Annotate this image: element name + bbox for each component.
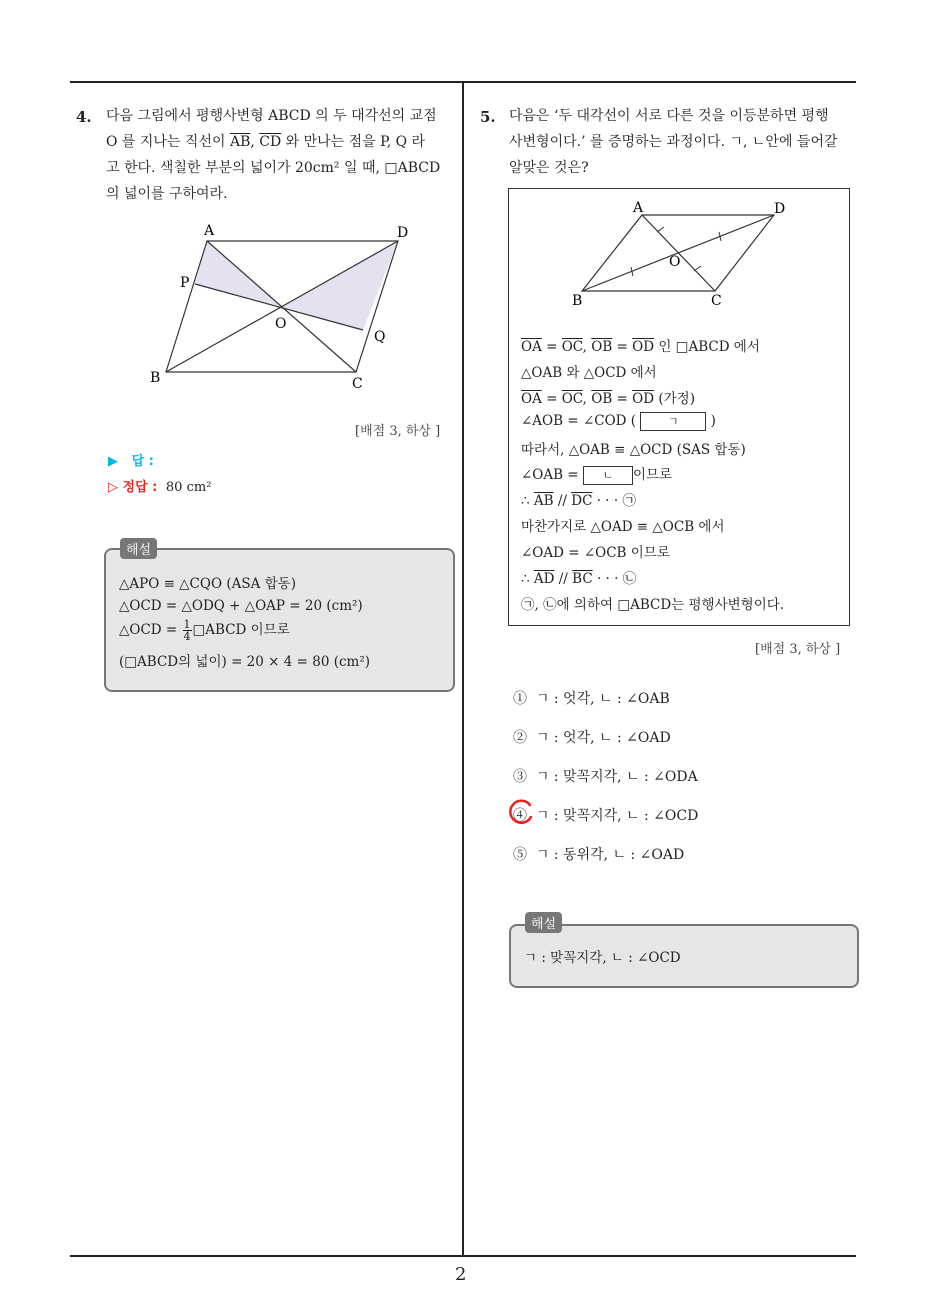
label-q: Q — [374, 329, 386, 345]
q4-exp-line4: (□ABCD의 넓이) = 20 × 4 = 80 (cm²) — [119, 654, 371, 670]
q4-exp-line3-b: □ABCD 이므로 — [192, 622, 290, 638]
column-divider — [462, 82, 464, 1257]
proof-line1 — [521, 335, 760, 355]
choice-1[interactable] — [513, 688, 670, 708]
q4-exp-line2: △OCD = △ODQ + △OAP = 20 (cm²) — [119, 598, 363, 614]
q4-correct-row — [108, 476, 211, 495]
label-d: D — [774, 201, 786, 217]
q4-explanation-box — [104, 548, 455, 692]
play-icon: ▶ — [108, 454, 118, 469]
tick-ao — [657, 227, 664, 232]
proof-line4 — [521, 412, 716, 431]
choice-1-text: ㄱ : 엇각, ㄴ : ∠OAB — [535, 691, 670, 707]
outline-play-icon: ▷ — [108, 480, 118, 495]
segment-oa: $\overline{OA}$ — [521, 339, 542, 355]
proof-line3-eq2: = — [612, 391, 633, 407]
q5-score: [배점 3, 하상 ] — [755, 642, 841, 657]
proof-line1-tail: 인 □ABCD 에서 — [654, 339, 760, 355]
q4-text-line2-a: O 를 지나는 직선이 — [106, 134, 230, 150]
proof-line3 — [521, 387, 695, 407]
choice-2[interactable] — [513, 727, 671, 747]
answer-label: 답 : — [131, 454, 154, 469]
choice-5[interactable] — [513, 844, 684, 864]
q5-number: 5. — [480, 108, 496, 126]
q4-question-text — [106, 103, 456, 207]
q4-score: [배점 3, 하상 ] — [355, 424, 441, 439]
choice-3[interactable] — [513, 766, 698, 786]
label-d: D — [397, 225, 409, 241]
q4-text-line2-sep: , — [250, 134, 260, 150]
proof-line7 — [521, 489, 636, 509]
choice-2-text: ㄱ : 엇각, ㄴ : ∠OAD — [535, 730, 671, 746]
proof-line1-eq1: = — [541, 339, 562, 355]
choice-4-mark: ④ — [513, 808, 527, 824]
q5-parallelogram-figure — [569, 199, 799, 311]
q5-exp-line1: ㄱ : 맞꼭지각, ㄴ : ∠OCD — [524, 950, 681, 966]
bottom-rule — [70, 1255, 856, 1257]
segment-ad: $\overline{AD}$ — [533, 571, 555, 587]
proof-line7-a: ∴ — [521, 493, 534, 509]
correct-value: 80 cm² — [165, 480, 212, 495]
page-number: 2 — [455, 1264, 467, 1285]
label-o: O — [275, 316, 287, 332]
q4-text-line3: 고 한다. 색칠한 부분의 넓이가 20cm² 일 때, □ABCD — [106, 160, 441, 176]
proof-line3-eq1: = — [541, 391, 562, 407]
q5-text-line2: 사변형이다.’ 를 증명하는 과정이다. ㄱ, ㄴ안에 들어갈 — [509, 134, 838, 150]
q5-explanation-box — [509, 924, 859, 988]
segment-oc: $\overline{OC}$ — [561, 391, 583, 407]
proof-line4-b: ) — [710, 413, 716, 429]
correct-label: 정답 : — [122, 480, 158, 495]
proof-line9: ∠OAD = ∠OCB 이므로 — [521, 545, 670, 561]
proof-line1-comma: , — [582, 339, 592, 355]
tick-oc — [694, 266, 701, 271]
q4-text-line2 — [106, 129, 456, 155]
q4-exp-line3 — [119, 618, 290, 642]
proof-line10-c: · · · ㉡ — [592, 571, 637, 587]
proof-line1-eq2: = — [612, 339, 633, 355]
label-c: C — [711, 293, 722, 309]
choice-5-mark: ⑤ — [513, 847, 527, 863]
proof-line7-c: · · · ㉠ — [592, 493, 636, 509]
segment-cd: $\overline{CD}$ — [259, 134, 282, 150]
proof-line6 — [521, 463, 672, 485]
proof-line10-b: // — [554, 571, 573, 587]
proof-line10 — [521, 567, 636, 587]
choice-4[interactable] — [513, 805, 698, 825]
label-b: B — [150, 370, 161, 386]
choice-2-mark: ② — [513, 730, 527, 746]
q4-explanation-tab: 해설 — [120, 538, 157, 559]
q4-exp-line1: △APO ≡ △CQO (ASA 합동) — [119, 576, 296, 592]
segment-od: $\overline{OD}$ — [632, 391, 655, 407]
segment-ob: $\overline{OB}$ — [591, 339, 613, 355]
q5-question-text — [509, 103, 859, 181]
proof-line10-a: ∴ — [521, 571, 534, 587]
blank-nieun: ㄴ — [583, 466, 633, 485]
proof-line5: 따라서, △OAB ≡ △OCD (SAS 합동) — [521, 442, 746, 458]
proof-line3-comma: , — [582, 391, 592, 407]
q5-proof-box — [508, 188, 850, 626]
label-b: B — [572, 293, 583, 309]
q4-exp-line3-a: △OCD = — [119, 622, 178, 638]
segment-ab: $\overline{AB}$ — [229, 134, 251, 150]
shaded-triangle-dqo — [283, 241, 398, 330]
q4-answer-row — [108, 450, 154, 469]
proof-line8: 마찬가지로 △OAD ≡ △OCB 에서 — [521, 519, 725, 535]
proof-line2: △OAB 와 △OCD 에서 — [521, 365, 657, 381]
q5-explanation-tab: 해설 — [525, 912, 562, 933]
proof-line6-b: 이므로 — [632, 467, 673, 483]
label-a: A — [204, 223, 215, 239]
label-a: A — [633, 200, 644, 216]
proof-line11: ㉠, ㉡에 의하여 □ABCD는 평행사변형이다. — [521, 597, 785, 613]
segment-oa: $\overline{OA}$ — [521, 391, 542, 407]
proof-line3-tail: (가정) — [654, 391, 695, 407]
proof-line7-b: // — [553, 493, 572, 509]
proof-line4-a: ∠AOB = ∠COD ( — [521, 413, 637, 429]
fraction-denominator: 4 — [183, 630, 191, 643]
segment-dc: $\overline{DC}$ — [571, 493, 593, 509]
q4-text-line1: 다음 그림에서 평행사변형 ABCD 의 두 대각선의 교점 — [106, 108, 437, 124]
segment-bc: $\overline{BC}$ — [572, 571, 593, 587]
q4-text-line2-b: 와 만나는 점을 P, Q 라 — [281, 134, 426, 150]
label-o: O — [669, 254, 681, 270]
label-p: P — [180, 275, 190, 291]
segment-oc: $\overline{OC}$ — [561, 339, 583, 355]
choice-3-text: ㄱ : 맞꼭지각, ㄴ : ∠ODA — [535, 769, 698, 785]
segment-ob: $\overline{OB}$ — [591, 391, 613, 407]
blank-giyeok: ㄱ — [640, 412, 706, 431]
choice-4-text: ㄱ : 맞꼭지각, ㄴ : ∠OCD — [535, 808, 699, 824]
q5-text-line3: 알맞은 것은? — [509, 160, 589, 176]
correct-answer-circle-icon — [505, 797, 535, 827]
proof-line6-a: ∠OAB = — [521, 467, 579, 483]
choice-1-mark: ① — [513, 691, 527, 707]
shaded-triangle-apo — [195, 241, 283, 307]
label-c: C — [352, 376, 363, 392]
choice-5-text: ㄱ : 동위각, ㄴ : ∠OAD — [535, 847, 685, 863]
choice-3-mark: ③ — [513, 769, 527, 785]
segment-od: $\overline{OD}$ — [632, 339, 655, 355]
fraction-one-quarter — [183, 619, 192, 642]
q5-text-line1: 다음은 ‘두 대각선이 서로 다른 것을 이등분하면 평행 — [509, 108, 829, 124]
q4-parallelogram-figure — [140, 215, 430, 395]
segment-ab: $\overline{AB}$ — [533, 493, 554, 509]
q4-text-line4: 의 넓이를 구하여라. — [106, 186, 228, 202]
fraction-numerator: 1 — [183, 618, 191, 631]
q4-number: 4. — [76, 108, 92, 126]
